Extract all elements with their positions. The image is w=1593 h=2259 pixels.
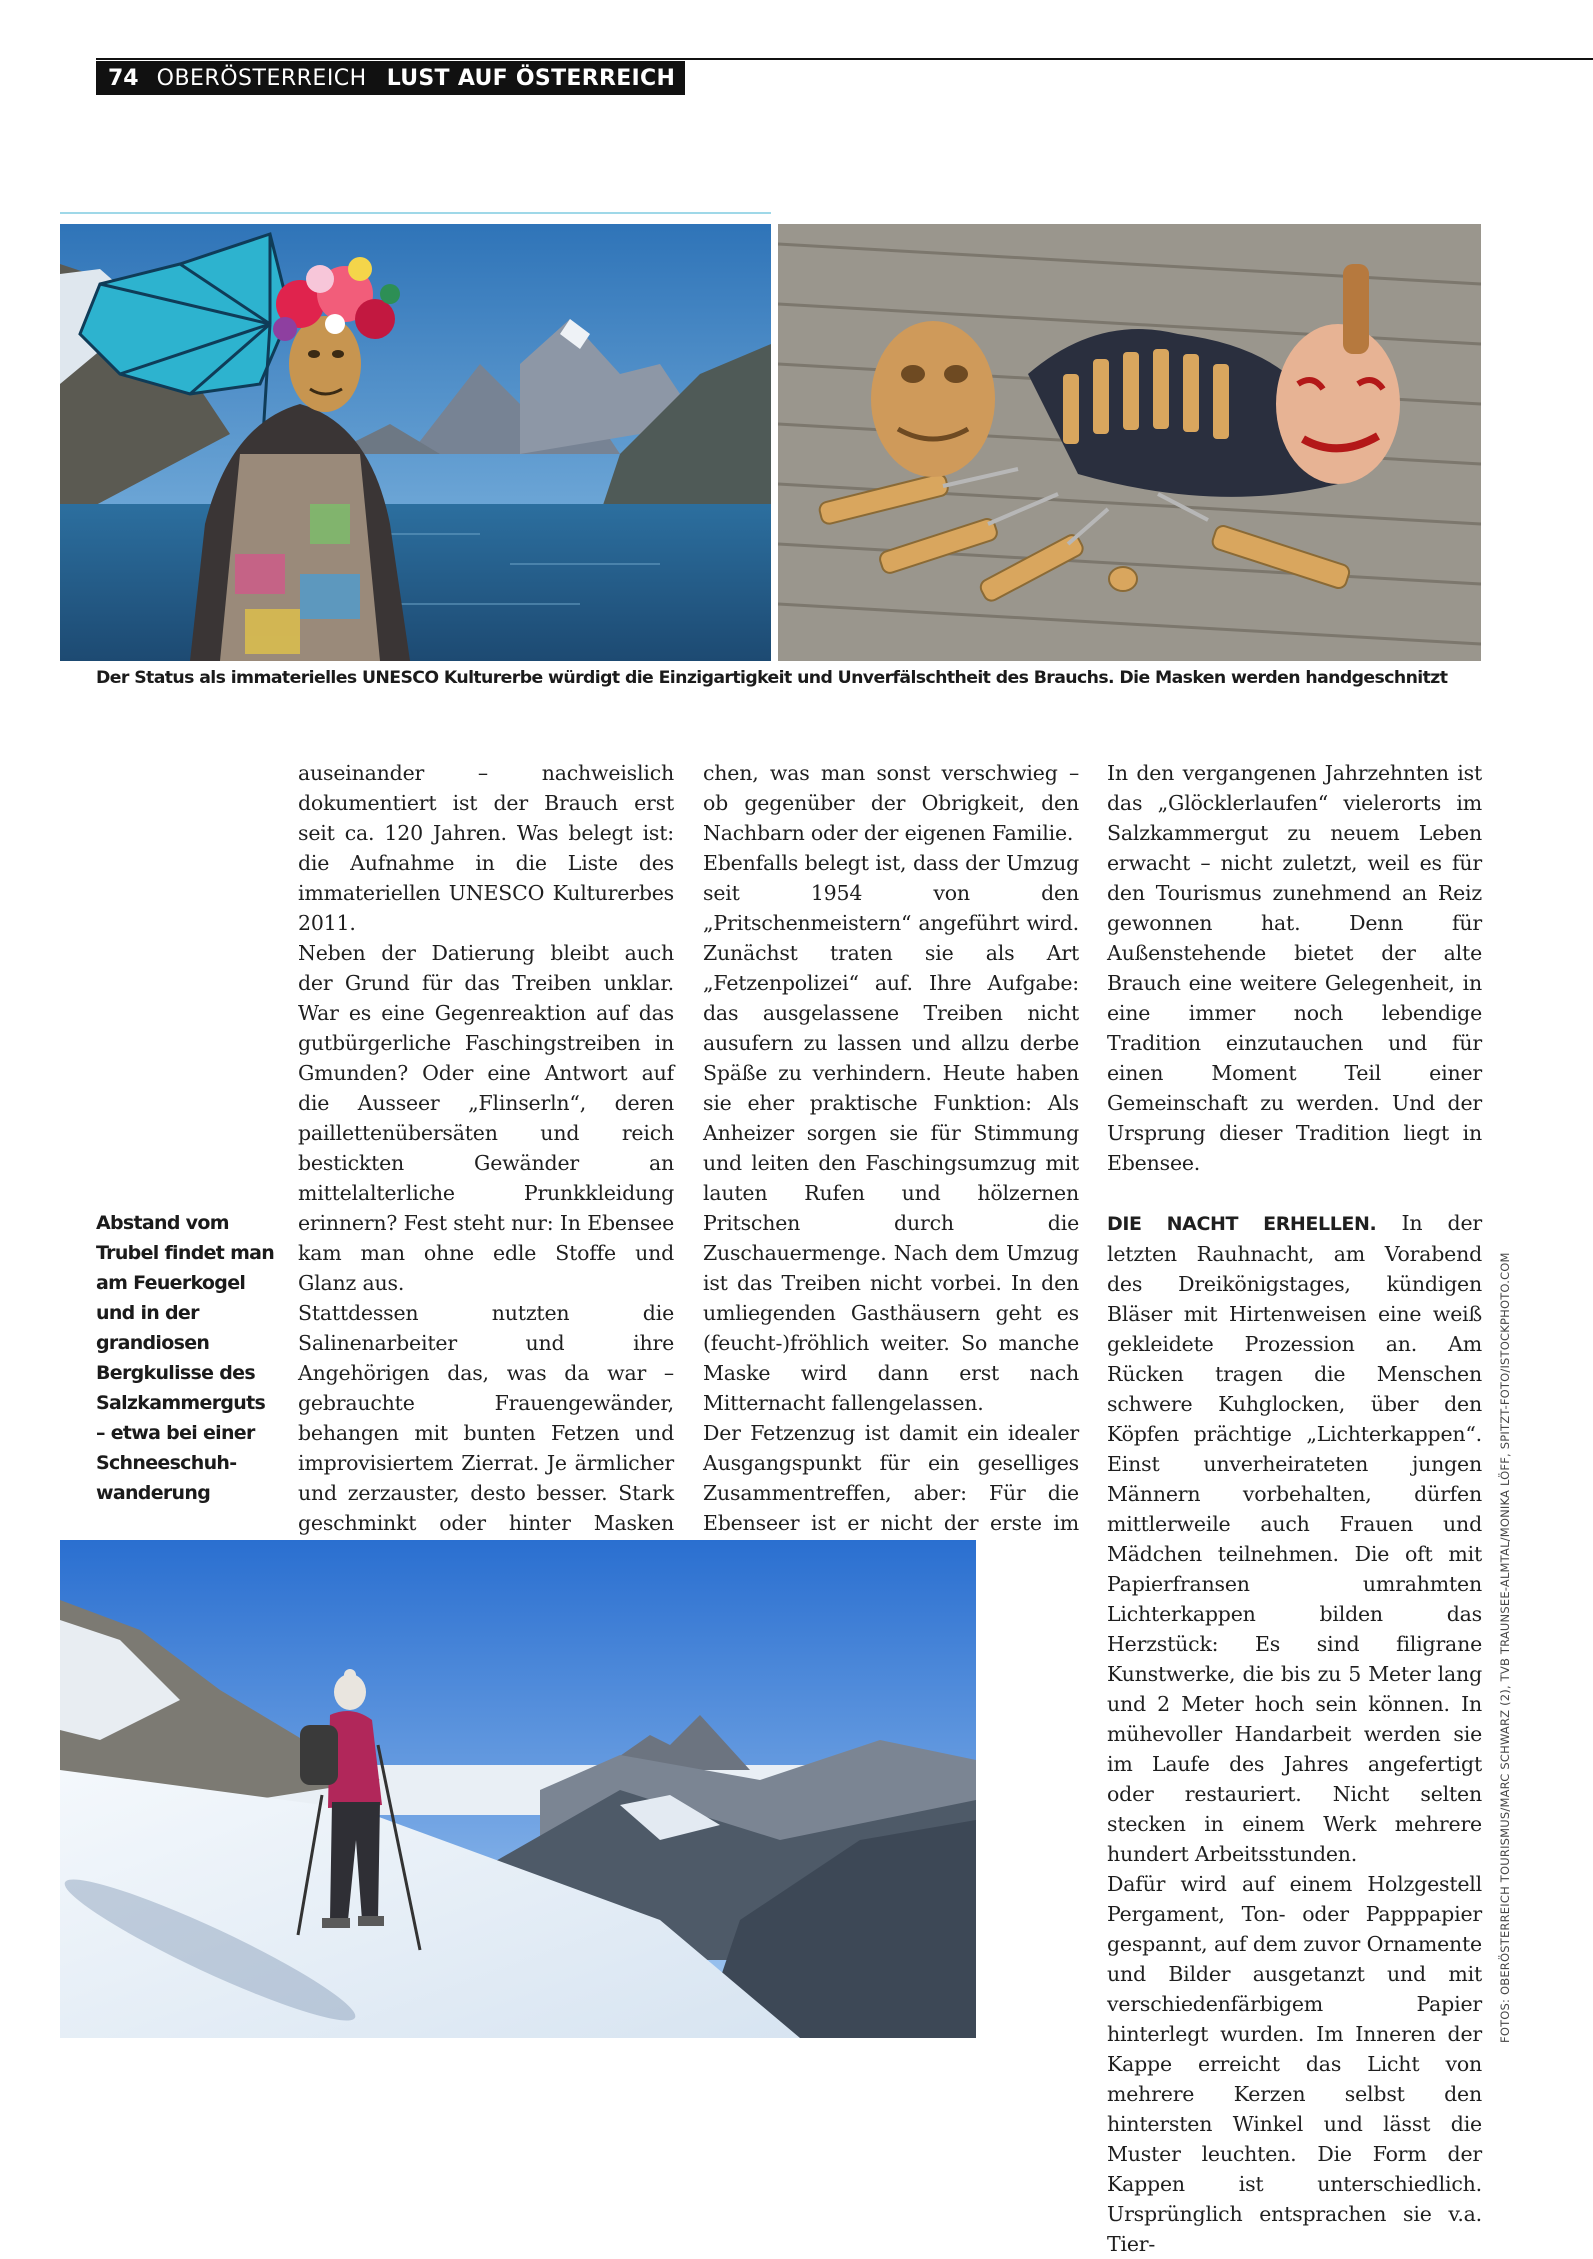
header-rule xyxy=(96,58,1593,60)
section-subheading: DIE NACHT ERHELLEN. xyxy=(1107,1213,1377,1235)
paragraph: Stattdessen nutzten die Salinenarbeiter und ihre Angehörigen das, was da war – gebrauchte Frauengewänder, behangen mit bunten Fetzen und improvisiertem Zierrat. Je ärmlicher und zerzauster, desto besser. Stark geschminkt oder hinter Masken xyxy=(298,1301,674,1535)
text-column-1 xyxy=(298,758,674,1598)
photo-caption: Der Status als immaterielles UNESCO Kulturerbe würdigt die Einzigartigkeit und Unverfälschtheit des Brauchs. Die Masken werden handgeschnitzt xyxy=(96,668,1448,688)
page-number: 74 xyxy=(108,65,139,91)
page-header xyxy=(96,61,685,95)
paragraph: chen, was man sonst verschwieg – ob gegenüber der Obrigkeit, den Nachbarn oder der eigenen Familie. xyxy=(703,761,1079,845)
section-region: OBERÖSTERREICH xyxy=(156,65,367,91)
paragraph-text: In der letzten Rauhnacht, am Vorabend des Dreikönigstages, kündigen Bläser mit Hirtenweisen eine weiß gekleidete Prozession an. Am Rücken tragen die Menschen schwere Kuhglocken, über den Köpfen prächtige „Lichterkappen“. Einst unverheirateten jungen Männern vorbehalten, dürfen mittlerweile auch Frauen und Mädchen teilnehmen. Die oft mit Papierfransen umrahmten Lichterkappen bilden das Herzstück: Es sind filigrane Kunstwerke, die bis zu 5 Meter lang und 2 Meter hoch sein können. In mühevoller Handarbeit werden sie im Laufe des Jahres angefertigt oder restauriert. Nicht selten stecken in einem Werk mehrere hundert Arbeitsstunden. xyxy=(1107,1211,1482,1866)
paragraph: auseinander – nachweislich dokumentiert ist der Brauch erst seit ca. 120 Jahren. Was belegt ist: die Aufnahme in die Liste des immateriellen UNESCO Kulturerbes 2011. xyxy=(298,761,674,935)
paragraph: Neben der Datierung bleibt auch der Grund für das Treiben unklar. War es eine Gegenreaktion auf das gutbürgerliche Faschingstreiben in Gmunden? Oder eine Antwort auf die Ausseer „Flinserln“, deren paillettenübersäten und reich bestickten Gewänder an mittelalterliche Prunkkleidung erinnern? Fest steht nur: In Ebensee kam man ohne edle Stoffe und Glanz aus. xyxy=(298,941,674,1295)
photo-accent-line xyxy=(60,212,771,214)
side-caption: Abstand vom Trubel findet man am Feuerkogel und in der grandiosen Bergkulisse des Salzkammerguts – etwa bei einer Schneeschuhwanderung xyxy=(96,1212,275,1504)
paragraph: Ebenfalls belegt ist, dass der Umzug seit 1954 von den „Pritschenmeistern“ angeführt wird. Zunächst traten sie als Art „Fetzenpolizei“ auf. Ihre Aufgabe: das ausgelassene Treiben nicht ausufern zu lassen und allzu derbe Späße zu verhindern. Heute haben sie eher praktische Funktion: Als Anheizer sorgen sie für Stimmung und leiten den Faschingsumzug mit lauten Rufen und hölzernen Pritschen durch die Zuschauermenge. Nach dem Umzug ist das Treiben nicht vorbei. In den umliegenden Gasthäusern geht es (feucht-)fröhlich weiter. So manche Maske wird dann erst nach Mitternacht fallengelassen. xyxy=(703,851,1079,1415)
carved-masks-tools-photo xyxy=(778,224,1481,661)
paragraph: Dafür wird auf einem Holzgestell Pergament, Ton- oder Papppapier gespannt, auf dem zuvor Ornamente und Bilder ausgetanzt und mit verschiedenfärbigem Papier hinterlegt wurden. Im Inneren der Kappe erreicht das Licht von mehrere Kerzen selbst den hintersten Winkel und lässt die Muster leuchten. Die Form der Kappen ist unterschiedlich. Ursprünglich entsprachen sie v.a. Tier- xyxy=(1107,1872,1482,2256)
paragraph: Der Fetzenzug ist damit ein idealer Ausgangspunkt für ein geselliges Zusammentreffen, aber: Für die Ebenseer ist er nicht der erste im xyxy=(703,1421,1079,1535)
magazine-title: LUST AUF ÖSTERREICH xyxy=(386,65,676,91)
masked-figure-lake-photo xyxy=(60,224,771,661)
text-column-3 xyxy=(1107,758,1482,2259)
snowshoe-hiker-mountains-photo xyxy=(60,1540,976,2038)
paragraph xyxy=(1107,1208,1482,1869)
photo-credit: FOTOS: OBERÖSTERREICH TOURISMUS/MARC SCHWARZ (2), TVB TRAUNSEE-ALMTAL/MONIKA LÖFF, SPITZT-FOTO/ISTOCKPHOTO.COM xyxy=(1498,1252,1512,2043)
paragraph: In den vergangenen Jahrzehnten ist das „Glöcklerlaufen“ vielerorts im Salzkammergut zu neuem Leben erwacht – nicht zuletzt, weil es für den Tourismus zunehmend an Reiz gewonnen hat. Denn für Außenstehende bietet der alte Brauch eine weitere Gelegenheit, in eine immer noch lebendige Tradition einzutauchen und für einen Moment Teil einer Gemeinschaft zu werden. Und der Ursprung dieser Tradition liegt in Ebensee. xyxy=(1107,761,1482,1175)
text-column-2 xyxy=(703,758,1079,1568)
paragraph-gap xyxy=(1107,1178,1482,1208)
